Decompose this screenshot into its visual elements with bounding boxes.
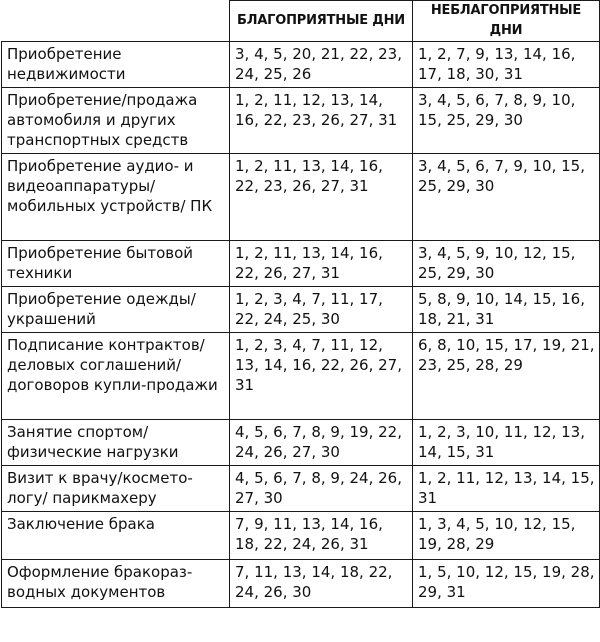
table-row	[2, 287, 600, 333]
unfavorable-days-cell: 1, 2, 11, 12, 13, 14, 15, 31	[413, 466, 600, 512]
favorable-days-cell: 1, 2, 11, 13, 14, 16, 22, 26, 27, 31	[230, 241, 413, 287]
unfavorable-days-cell: 5, 8, 9, 10, 14, 15, 16, 18, 21, 31	[413, 287, 600, 333]
unfavorable-days-cell: 3, 4, 5, 9, 10, 12, 15, 25, 29, 30	[413, 241, 600, 287]
unfavorable-days-cell: 1, 2, 3, 10, 11, 12, 13, 14, 15, 31	[413, 420, 600, 466]
favorable-days-table	[1, 0, 600, 608]
header-unfavorable: НЕБЛАГОПРИЯТНЫЕ ДНИ	[413, 1, 600, 42]
table-row	[2, 333, 600, 420]
table-row	[2, 241, 600, 287]
favorable-days-cell: 4, 5, 6, 7, 8, 9, 19, 22, 24, 26, 27, 30	[230, 420, 413, 466]
activity-cell: Приобретение одежды/ украшений	[2, 287, 230, 333]
table-row	[2, 88, 600, 154]
favorable-days-cell: 1, 2, 11, 13, 14, 16, 22, 23, 26, 27, 31	[230, 154, 413, 241]
header-empty-cell	[2, 1, 230, 42]
activity-cell: Приобретение/продажа автомобиля и других транспортных средств	[2, 88, 230, 154]
activity-cell: Приобретение аудио- и видеоаппаратуры/ мобильных устройств/ ПК	[2, 154, 230, 241]
activity-cell: Приобретение бытовой техники	[2, 241, 230, 287]
unfavorable-days-cell: 6, 8, 10, 15, 17, 19, 21, 23, 25, 28, 29	[413, 333, 600, 420]
favorable-days-cell: 1, 2, 3, 4, 7, 11, 17, 22, 24, 25, 30	[230, 287, 413, 333]
favorable-days-cell: 7, 11, 13, 14, 18, 22, 24, 26, 30	[230, 560, 413, 608]
table-row	[2, 154, 600, 241]
unfavorable-days-cell: 3, 4, 5, 6, 7, 9, 10, 15, 25, 29, 30	[413, 154, 600, 241]
favorable-days-cell: 1, 2, 3, 4, 7, 11, 12, 13, 14, 16, 22, 26, 27, 31	[230, 333, 413, 420]
unfavorable-days-cell: 1, 3, 4, 5, 10, 12, 15, 19, 28, 29	[413, 512, 600, 560]
table-row	[2, 512, 600, 560]
favorable-days-cell: 1, 2, 11, 12, 13, 14, 16, 22, 23, 26, 27, 31	[230, 88, 413, 154]
favorable-days-cell: 4, 5, 6, 7, 8, 9, 24, 26, 27, 30	[230, 466, 413, 512]
table-row	[2, 560, 600, 608]
favorable-days-cell: 3, 4, 5, 20, 21, 22, 23, 24, 25, 26	[230, 42, 413, 88]
activity-cell: Визит к врачу/космето-логу/ парикмахеру	[2, 466, 230, 512]
activity-cell: Оформление бракораз-водных документов	[2, 560, 230, 608]
activity-cell: Приобретение недвижимости	[2, 42, 230, 88]
unfavorable-days-cell: 3, 4, 5, 6, 7, 8, 9, 10, 15, 25, 29, 30	[413, 88, 600, 154]
activity-cell: Заключение брака	[2, 512, 230, 560]
table-row	[2, 466, 600, 512]
table-row	[2, 420, 600, 466]
favorable-days-cell: 7, 9, 11, 13, 14, 16, 18, 22, 24, 26, 31	[230, 512, 413, 560]
activity-cell: Занятие спортом/ физические нагрузки	[2, 420, 230, 466]
activity-cell: Подписание контрактов/ деловых соглашений/ договоров купли-продажи	[2, 333, 230, 420]
header-row	[2, 1, 600, 42]
header-favorable: БЛАГОПРИЯТНЫЕ ДНИ	[230, 1, 413, 42]
table-row	[2, 42, 600, 88]
unfavorable-days-cell: 1, 2, 7, 9, 13, 14, 16, 17, 18, 30, 31	[413, 42, 600, 88]
unfavorable-days-cell: 1, 5, 10, 12, 15, 19, 28, 29, 31	[413, 560, 600, 608]
